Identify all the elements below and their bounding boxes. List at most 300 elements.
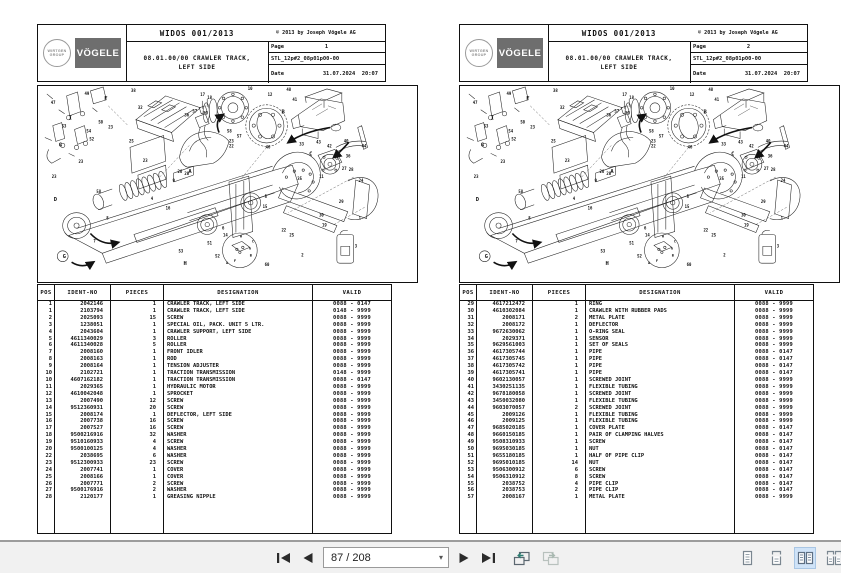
cell-valid: 0088 - 9999 xyxy=(735,412,814,419)
cell-pieces: 16 xyxy=(111,418,164,425)
table-row xyxy=(460,418,814,425)
cell-pos: 49 xyxy=(460,439,477,446)
section-title xyxy=(126,42,269,83)
part-callout-number: 15 xyxy=(684,203,690,209)
cell-designation: SCREW xyxy=(164,460,313,467)
cell-pieces: 2 xyxy=(533,315,586,322)
cell-designation: SCREW xyxy=(164,315,313,322)
cell-valid: 0088 - 9999 xyxy=(735,384,814,391)
cell-designation: WASHER xyxy=(164,432,313,439)
part-callout-number: 23 xyxy=(108,124,113,130)
table-row xyxy=(460,315,814,322)
part-callout-number: 23 xyxy=(530,124,535,130)
cell-ident-no: 2038752 xyxy=(477,481,533,488)
cell-pieces: 1 xyxy=(533,384,586,391)
exploded-diagram-svg xyxy=(460,86,839,282)
cell-pos: 16 xyxy=(38,418,55,425)
previous-view-button[interactable] xyxy=(511,549,533,567)
table-row xyxy=(460,453,814,460)
cell-ident-no: 2008164 xyxy=(55,363,111,370)
part-callout-number: 22 xyxy=(703,227,709,233)
cell-pos: 17 xyxy=(38,425,55,432)
part-callout-number: 54 xyxy=(86,128,92,134)
page-number-combobox[interactable] xyxy=(323,547,449,568)
cell-valid: 0088 - 9999 xyxy=(313,412,392,419)
cell-pieces: 4 xyxy=(533,481,586,488)
part-callout-number: 52 xyxy=(511,136,517,142)
part-callout-number: 23 xyxy=(78,159,84,165)
cell-designation: SCREW xyxy=(164,439,313,446)
part-callout-number: 23 xyxy=(650,138,656,144)
part-callout-number: 22 xyxy=(228,143,234,149)
table-row xyxy=(460,494,814,501)
part-callout-number: 12 xyxy=(689,91,695,97)
cell-pos: 53 xyxy=(460,467,477,474)
part-callout-number: 30 xyxy=(741,212,746,218)
cell-designation: SCREWED JOINT xyxy=(586,391,735,398)
cell-pieces: 1 xyxy=(533,308,586,315)
part-callout-number: 12 xyxy=(267,91,273,97)
page-indicator: 87 / 208 xyxy=(331,551,371,564)
cell-ident-no: 4617305741 xyxy=(477,370,533,377)
part-callout-number: 57 xyxy=(658,133,664,139)
cell-ident-no: 2009126 xyxy=(477,412,533,419)
part-callout-number: 48 xyxy=(286,86,292,92)
cell-pieces: 1 xyxy=(533,356,586,363)
cell-valid: 0088 - 0147 xyxy=(735,481,814,488)
cell-pos: 39 xyxy=(460,370,477,377)
cell-pos: 54 xyxy=(460,474,477,481)
filler-cell xyxy=(111,501,164,533)
part-callout-number: 1 xyxy=(358,215,362,221)
cell-designation: SCREW xyxy=(164,405,313,412)
cell-designation: GREASING NIPPLE xyxy=(164,494,313,501)
table-row xyxy=(38,412,392,419)
table-row xyxy=(460,412,814,419)
cell-ident-no: 2008171 xyxy=(477,315,533,322)
part-callout-number: 53 xyxy=(61,123,67,129)
cell-ident-no: 9602130057 xyxy=(477,377,533,384)
document-page xyxy=(459,24,840,534)
cell-ident-no: 9655180185 xyxy=(477,453,533,460)
cell-pos: 1 xyxy=(38,301,55,308)
cell-pos: 25 xyxy=(38,474,55,481)
table-row xyxy=(460,467,814,474)
cell-valid: 0088 - 0147 xyxy=(735,363,814,370)
assembly-letter: G xyxy=(480,142,485,149)
next-view-button[interactable] xyxy=(540,549,562,567)
detail-circle-letter: A xyxy=(226,261,229,266)
filler-cell xyxy=(735,501,814,533)
part-callout-number: 28 xyxy=(348,167,354,173)
page-navigation-group xyxy=(274,542,562,573)
cell-pieces: 1 xyxy=(533,342,586,349)
cell-designation: SPROCKET xyxy=(164,391,313,398)
doc-code-row xyxy=(268,53,385,65)
cell-ident-no: 2042146 xyxy=(55,301,111,308)
left-parts-cluster xyxy=(45,87,106,163)
part-callout-number: 11 xyxy=(741,174,746,180)
filler-cell xyxy=(38,501,55,533)
cell-designation: PIPE xyxy=(586,370,735,377)
part-callout-number: 52 xyxy=(89,136,95,142)
table-row xyxy=(460,432,814,439)
part-callout-number: 20 xyxy=(606,171,612,177)
cell-pos: 9 xyxy=(38,363,55,370)
cell-pos: 23 xyxy=(38,460,55,467)
next-page-button[interactable] xyxy=(456,551,472,565)
part-callout-number: 2 xyxy=(723,252,726,258)
cell-valid: 0088 - 9999 xyxy=(735,329,814,336)
cell-pieces: 1 xyxy=(533,329,586,336)
cell-pos: 18 xyxy=(38,432,55,439)
cell-designation: HALF OF PIPE CLIP xyxy=(586,453,735,460)
cell-pieces: 1 xyxy=(533,370,586,377)
logo-cell xyxy=(38,25,127,81)
cell-ident-no: 4617305742 xyxy=(477,363,533,370)
detail-circle-letter: G xyxy=(248,246,251,251)
part-callout-number: 20 xyxy=(184,171,190,177)
exploded-diagram xyxy=(459,85,840,283)
table-row xyxy=(38,405,392,412)
next-view-icon xyxy=(542,550,560,566)
cell-designation: ROLLER xyxy=(164,342,313,349)
continuous-view-button[interactable] xyxy=(765,547,787,569)
cell-pos: 37 xyxy=(460,356,477,363)
cell-ident-no: 4617212472 xyxy=(477,301,533,308)
cell-pieces: 1 xyxy=(533,377,586,384)
cell-designation: TRACTION TRANSMISSION xyxy=(164,377,313,384)
doc-code: STL_12p#2_08p01p00-00 xyxy=(271,55,340,62)
cell-valid: 0088 - 0147 xyxy=(735,460,814,467)
cell-pos: 36 xyxy=(460,349,477,356)
cell-designation: PIPE CLIP xyxy=(586,487,735,494)
part-callout-number: 16 xyxy=(587,205,593,211)
part-callout-number: 15 xyxy=(262,203,268,209)
table-row xyxy=(460,377,814,384)
detail-circle-letter: G xyxy=(670,246,673,251)
table-row xyxy=(38,370,392,377)
part-callout-number: 58 xyxy=(96,188,102,194)
detail-circle-letter: F xyxy=(233,259,237,264)
cell-pos: 12 xyxy=(38,391,55,398)
cell-pieces: 1 xyxy=(111,363,164,370)
part-callout-number: 48 xyxy=(708,86,714,92)
part-callout-number: 2 xyxy=(301,252,304,258)
cell-valid: 0088 - 9999 xyxy=(735,405,814,412)
part-callout-number: 38 xyxy=(552,87,558,93)
cell-pos: 50 xyxy=(460,446,477,453)
part-callout-number: 23 xyxy=(564,158,570,164)
table-row xyxy=(38,301,392,308)
cell-pos: 10 xyxy=(38,370,55,377)
part-callout-number: 30 xyxy=(319,212,324,218)
cell-pieces: 1 xyxy=(111,377,164,384)
cell-pieces: 1 xyxy=(111,349,164,356)
cell-valid: 0088 - 9999 xyxy=(735,342,814,349)
page-number-value: 1 xyxy=(324,43,329,50)
cell-pos: 35 xyxy=(460,342,477,349)
cell-pieces: 1 xyxy=(533,336,586,343)
cell-pos: 15 xyxy=(38,412,55,419)
cell-ident-no: 4607162182 xyxy=(55,377,111,384)
two-page-view-button[interactable] xyxy=(794,547,816,569)
table-row xyxy=(460,356,814,363)
cell-pieces: 1 xyxy=(111,391,164,398)
cell-pieces: 1 xyxy=(111,467,164,474)
table-row xyxy=(38,342,392,349)
table-row xyxy=(38,363,392,370)
cell-pos: 56 xyxy=(460,487,477,494)
cell-valid: 0088 - 9999 xyxy=(313,467,392,474)
cell-valid: 0088 - 9999 xyxy=(735,418,814,425)
table-row xyxy=(38,315,392,322)
table-row xyxy=(460,446,814,453)
cell-ident-no: 9660150185 xyxy=(477,432,533,439)
cell-designation: WASHER xyxy=(164,446,313,453)
detail-circle-letter: B xyxy=(671,253,674,258)
cell-ident-no: 2038753 xyxy=(477,487,533,494)
cell-ident-no: 4611340029 xyxy=(55,336,111,343)
cell-pieces: 15 xyxy=(111,315,164,322)
two-page-continuous-view-button[interactable] xyxy=(823,547,841,569)
cell-valid: 0088 - 9999 xyxy=(313,487,392,494)
part-callout-number: 60 xyxy=(686,262,692,268)
table-row xyxy=(38,494,392,501)
cell-pieces: 1 xyxy=(533,363,586,370)
cell-designation: RING xyxy=(586,301,735,308)
cell-ident-no: 9500216916 xyxy=(55,432,111,439)
cell-ident-no: 2103794 xyxy=(55,308,111,315)
part-callout-number: 58 xyxy=(518,188,524,194)
cell-ident-no: 9695010185 xyxy=(477,460,533,467)
combo-dropdown-icon[interactable]: ▾ xyxy=(438,552,443,562)
parts-table-header-row xyxy=(460,285,814,301)
table-row xyxy=(38,377,392,384)
cell-pieces: 1 xyxy=(533,391,586,398)
exploded-diagram xyxy=(37,85,418,283)
cell-pos: 51 xyxy=(460,453,477,460)
part-callout-number: 8 xyxy=(528,215,531,221)
cell-valid: 0088 - 9999 xyxy=(313,398,392,405)
part-callout-number: 18 xyxy=(629,94,634,100)
doc-code: STL_12p#2_08p01p00-00 xyxy=(693,55,762,62)
cell-ident-no: 9672630062 xyxy=(477,329,533,336)
detail-circle-letter: B xyxy=(249,253,252,258)
part-callout-number: 26 xyxy=(177,169,183,175)
cell-ident-no: 9510160933 xyxy=(55,439,111,446)
cell-pieces: 32 xyxy=(111,432,164,439)
table-row xyxy=(460,384,814,391)
assembly-letter: C xyxy=(731,151,735,158)
part-callout-number: 26 xyxy=(599,169,605,175)
cell-pos: 19 xyxy=(38,439,55,446)
cell-pos: 6 xyxy=(38,342,55,349)
part-callout-number: 10 xyxy=(247,86,253,91)
cell-valid: 0088 - 0147 xyxy=(735,425,814,432)
cell-valid: 0088 - 9999 xyxy=(313,322,392,329)
cell-valid: 0088 - 0147 xyxy=(735,349,814,356)
cell-ident-no: 9512360931 xyxy=(55,405,111,412)
cell-designation: PIPE xyxy=(586,363,735,370)
previous-page-button[interactable] xyxy=(300,551,316,565)
part-callout-number: 40 xyxy=(765,138,771,144)
last-page-button[interactable] xyxy=(479,551,498,565)
cell-pieces: 1 xyxy=(533,412,586,419)
part-callout-number: 4 xyxy=(150,195,154,201)
part-callout-number: 25 xyxy=(711,232,717,238)
table-row xyxy=(460,474,814,481)
cell-pos: 22 xyxy=(38,453,55,460)
cell-valid: 0088 - 9999 xyxy=(735,315,814,322)
cell-pieces: 1 xyxy=(533,446,586,453)
single-page-view-button[interactable] xyxy=(736,547,758,569)
cell-designation: CRAWLER SUPPORT, LEFT SIDE xyxy=(164,329,313,336)
parts-table xyxy=(459,284,814,534)
filler-cell xyxy=(460,501,477,533)
cell-designation: PIPE xyxy=(586,349,735,356)
table-row xyxy=(460,487,814,494)
cell-ident-no: 2009125 xyxy=(477,418,533,425)
cell-designation: SET OF SEALS xyxy=(586,342,735,349)
part-callout-number: 39 xyxy=(625,110,630,116)
table-row xyxy=(38,432,392,439)
previous-page-icon xyxy=(302,552,314,564)
cell-pieces: 1 xyxy=(111,494,164,501)
table-row xyxy=(38,418,392,425)
cell-designation: CRAWLER WITH RUBBER PADS xyxy=(586,308,735,315)
filler-cell xyxy=(313,501,392,533)
cell-ident-no: 2120177 xyxy=(55,494,111,501)
part-callout-number: 39 xyxy=(203,110,208,116)
cell-valid: 0148 - 9999 xyxy=(313,308,392,315)
previous-view-icon xyxy=(513,550,531,566)
part-callout-number: 51 xyxy=(629,240,634,246)
part-callout-number: 58 xyxy=(227,128,232,134)
assembly-letter: B xyxy=(281,109,285,116)
copyright-text: © 2013 by Joseph Vögele AG xyxy=(276,30,356,36)
date-row xyxy=(690,65,807,83)
cell-designation: NUT xyxy=(586,460,735,467)
page-number-row xyxy=(690,41,807,53)
assembly-letter: I xyxy=(490,115,494,122)
table-row xyxy=(460,439,814,446)
part-callout-number: 14 xyxy=(223,232,228,238)
page-label: Page xyxy=(693,43,706,50)
cell-pieces: 1 xyxy=(111,308,164,315)
cell-designation: DEFLECTOR xyxy=(586,322,735,329)
cell-pieces: 2 xyxy=(533,487,586,494)
cell-ident-no: 3450032080 xyxy=(477,398,533,405)
table-row xyxy=(460,329,814,336)
cell-designation: COVER xyxy=(164,474,313,481)
cell-pos: 46 xyxy=(460,418,477,425)
part-callout-number: 9 xyxy=(594,178,597,184)
parts-table xyxy=(37,284,392,534)
oil-canister xyxy=(337,231,354,264)
left-parts-cluster xyxy=(467,87,528,163)
cell-designation: CRAWLER TRACK, LEFT SIDE xyxy=(164,301,313,308)
cell-ident-no: 9500176916 xyxy=(55,487,111,494)
cell-valid: 0088 - 0147 xyxy=(735,446,814,453)
table-row xyxy=(38,474,392,481)
cell-valid: 0088 - 9999 xyxy=(735,322,814,329)
part-callout-number: 36 xyxy=(184,112,190,118)
cell-pieces: 1 xyxy=(111,384,164,391)
column-header: DESIGNATION xyxy=(164,285,313,301)
cell-pos: 34 xyxy=(460,336,477,343)
table-row xyxy=(38,336,392,343)
table-row xyxy=(460,398,814,405)
part-callout-number: 18 xyxy=(207,94,212,100)
table-row xyxy=(460,370,814,377)
first-page-button[interactable] xyxy=(274,551,293,565)
cell-pieces: 14 xyxy=(533,460,586,467)
catalog-title: WIDOS 001/2013 xyxy=(581,28,657,38)
cell-valid: 0088 - 9999 xyxy=(313,391,392,398)
continuous-view-icon xyxy=(768,550,784,566)
part-callout-number: 23 xyxy=(142,158,148,164)
cell-ident-no: 2008166 xyxy=(55,474,111,481)
cell-pos: 40 xyxy=(460,377,477,384)
cell-valid: 0088 - 9999 xyxy=(313,342,392,349)
cell-designation: SCREWED JOINT xyxy=(586,377,735,384)
part-callout-number: 19 xyxy=(744,222,749,228)
cell-designation: FLEXIBLE TUBING xyxy=(586,398,735,405)
part-callout-number: 8 xyxy=(106,215,109,221)
cell-designation: O-RING SEAL xyxy=(586,329,735,336)
part-callout-number: 41 xyxy=(714,96,720,102)
cell-designation: PIPE CLIP xyxy=(586,481,735,488)
part-callout-number: 23 xyxy=(500,159,506,165)
cell-valid: 0088 - 9999 xyxy=(313,439,392,446)
detail-circle-letter: H xyxy=(239,234,243,239)
cell-ident-no: 9506300912 xyxy=(477,467,533,474)
header-meta xyxy=(268,41,385,81)
cell-pieces: 2 xyxy=(111,487,164,494)
cell-ident-no: 2043604 xyxy=(55,329,111,336)
cell-pieces: 1 xyxy=(533,349,586,356)
wirtgen-group-logo xyxy=(43,39,71,67)
cell-designation: CRAWLER TRACK, LEFT SIDE xyxy=(164,308,313,315)
section-title xyxy=(548,42,691,83)
cell-designation: COVER xyxy=(164,467,313,474)
table-row xyxy=(460,481,814,488)
detail-circle-letter: F xyxy=(655,259,659,264)
assembly-letter: A xyxy=(610,169,614,176)
part-callout-number: 7 xyxy=(515,238,518,244)
cell-ident-no: 2102721 xyxy=(55,370,111,377)
cell-designation: NUT xyxy=(586,446,735,453)
cell-pieces: 1 xyxy=(111,412,164,419)
cell-ident-no: 9678180058 xyxy=(477,391,533,398)
part-callout-number: 32 xyxy=(559,104,565,110)
cell-valid: 0088 - 9999 xyxy=(313,349,392,356)
cell-pieces: 1 xyxy=(111,474,164,481)
part-callout-number: 35 xyxy=(719,176,725,182)
part-callout-number: 33 xyxy=(721,141,727,147)
cell-valid: 0088 - 9999 xyxy=(313,474,392,481)
cell-valid: 0148 - 9999 xyxy=(313,370,392,377)
cell-ident-no: 4611340028 xyxy=(55,342,111,349)
part-callout-number: 28 xyxy=(770,167,776,173)
next-page-icon xyxy=(458,552,470,564)
table-row xyxy=(460,322,814,329)
table-row xyxy=(460,460,814,467)
table-row xyxy=(38,329,392,336)
parts-table-header-row xyxy=(38,285,392,301)
cell-valid: 0088 - 9999 xyxy=(735,377,814,384)
